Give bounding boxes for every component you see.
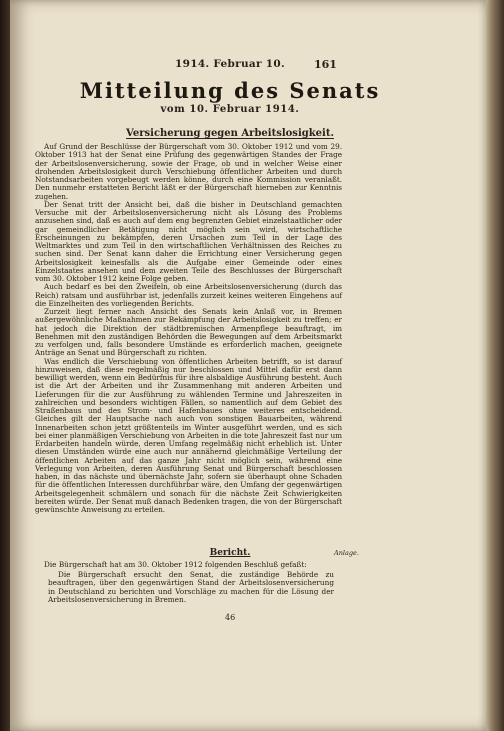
paragraph: Auf Grund der Beschlüsse der Bürgerschaft vom 30. Oktober 1912 und vom 29. Oktober 1913 hat der Senat eine Prüfung des gegenwärtigen Standes der Frage der Arbeitslosenversicherung, sowie der Frage, ob und in welcher Weise einer drohenden Arbeitslosigkeit durch Verschiebung öffentlicher Arbeiten und durch Notstandsarbeiten vorgebeugt werden könne, durch eine Kommission veranlaßt. Den nunmehr erstatteten Bericht läßt er der Bürgerschaft hierneben zur Kenntnis zugehen. xyxy=(35,142,342,201)
running-head xyxy=(10,58,486,72)
paragraph: Auch bedarf es bei den Zweifeln, ob eine Arbeitslosenversicherung (durch das Reich) ratsam und ausführbar ist, jedenfalls zurzeit keines weiteren Eingehens auf die Einzelheiten des vorliegenden Berichts. xyxy=(35,282,342,308)
running-head-date: 1914. Februar 10. xyxy=(175,58,285,70)
page-edge xyxy=(484,0,504,731)
paragraph: Die Bürgerschaft ersucht den Senat, die zuständige Behörde zu beauftragen, über den gegenwärtigen Stand der Arbeitslosenversicherung in Deutschland zu berichten und Vorschläge zu machen für die Lösung der Arbeitslosenversicherung in Bremen. xyxy=(48,570,334,604)
paragraph: Die Bürgerschaft hat am 30. Oktober 1912 folgenden Beschluß gefaßt: xyxy=(44,560,307,569)
margin-note: Anlage. xyxy=(334,549,359,557)
page-number: 161 xyxy=(314,58,337,71)
folio-number: 46 xyxy=(225,613,236,622)
report-heading: Bericht. xyxy=(209,548,251,558)
paragraph: Was endlich die Verschiebung von öffentlichen Arbeiten betrifft, so ist darauf hinzuweisen, daß diese regelmäßig nur beschlossen und Mittel dafür erst dann bewilligt werden, wenn ein Bedürfnis für ihre alsbaldige Ausführung besteht. Auch ist die Art der Arbeiten und ihr Zusammenhang mit anderen Arbeiten und Lieferungen für die zur Ausführung zu wählenden Termine und Jahreszeiten in zahlreichen und besonders wichtigen Fällen, so namentlich auf dem Gebiet des Straßenbaus und des Strom- und Hafenbaues ohne weiteres entscheidend. Gleiches gilt der Hauptsache nach auch von sonstigen Bauarbeiten, während Innenarbeiten schon jetzt größtenteils im Winter ausgeführt werden, und es sich bei einer planmäßigen Verschiebung von Arbeiten in die tote Jahreszeit fast nur um Erdarbeiten handeln würde, deren Umfang regelmäßig nicht erheblich ist. Unter diesen Umständen würde eine auch nur annähernd gleichmäßige Verteilung der öffentlichen Arbeiten auf das ganze Jahr nicht möglich sein, während eine Verlegung von Arbeiten, deren Ausführung Senat und Bürgerschaft beschlossen haben, in das nächste und übernächste Jahr, sofern sie überhaupt ohne Schaden für die öffentlichen Interessen durchführbar wäre, den Umfang der gegenwärtigen Arbeitsgelegenheit schmälern und sonach für die nächste Zeit Schwierigkeiten bereiten würde. Der Senat muß danach Bedenken tragen, die von der Bürgerschaft gewünschte Anweisung zu erteilen. xyxy=(35,356,342,514)
report-quote xyxy=(48,571,334,604)
report-intro xyxy=(35,561,342,569)
section-heading: Versicherung gegen Arbeitslosigkeit. xyxy=(126,128,334,139)
page-title: Mitteilung des Senats xyxy=(79,78,381,103)
paragraph: Zurzeit liegt ferner nach Ansicht des Senats kein Anlaß vor, in Bremen außergewöhnliche Maßnahmen zur Bekämpfung der Arbeitslosigkeit zu treffen; er hat jedoch die Direktion der städtbremischen Armenpflege beauftragt, im Benehmen mit den zuständigen Behörden die Bewegungen auf dem Arbeitsmarkt zu verfolgen und, falls besondere Umstände es erforderlich machen, geeignete Anträge an Senat und Bürgerschaft zu richten. xyxy=(35,307,342,358)
document-page xyxy=(10,0,486,731)
paragraph: Der Senat tritt der Ansicht bei, daß die bisher in Deutschland gemachten Versuche mit der Arbeitslosenversicherung nicht als Lösung des Problems anzusehen sind, daß es auch auf dem eng begrenzten Gebiet einzelstaatlicher oder gar gemeindlicher Betätigung nicht möglich sein wird, wirtschaftliche Erscheinungen zu bekämpfen, deren Ursachen zum Teil in der Lage des Weltmarktes und zum Teil in den wirtschaftlichen Verhältnissen des Reiches zu suchen sind. Der Senat kann daher die Errichtung einer Versicherung gegen Arbeitslosigkeit keinesfalls als die Aufgabe einer Gemeinde oder eines Einzelstaates ansehen und dem zweiten Teile des Beschlusses der Bürgerschaft vom 30. Oktober 1912 keine Folge geben. xyxy=(35,199,342,283)
page-subtitle: vom 10. Februar 1914. xyxy=(160,104,300,115)
body-text xyxy=(35,143,342,514)
